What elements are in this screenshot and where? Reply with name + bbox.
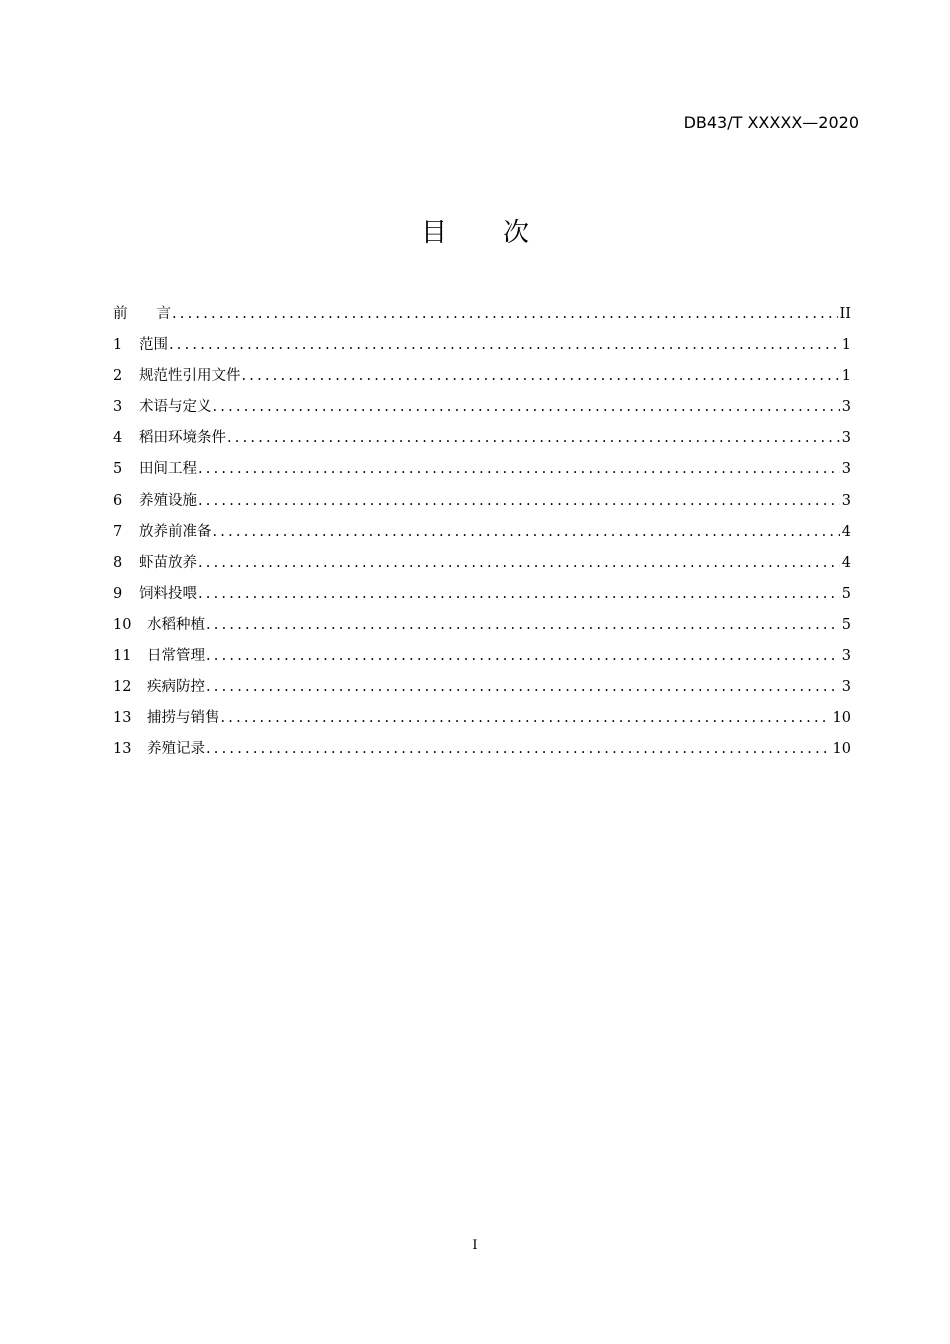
toc-entry[interactable] (113, 706, 851, 737)
toc-entry-number: 13 (113, 710, 132, 727)
toc-entry-page: 10 (832, 710, 851, 727)
toc-entry-page: 3 (841, 430, 851, 447)
toc-entry[interactable] (113, 582, 851, 613)
toc-entry[interactable] (113, 551, 851, 582)
dot-leader (206, 679, 840, 695)
toc-entry[interactable] (113, 675, 851, 706)
toc-entry-page: II (839, 306, 851, 322)
toc-entry[interactable] (113, 520, 851, 551)
dot-leader (242, 368, 840, 384)
toc-entry-title: 稻田环境条件 (139, 430, 226, 447)
toc-entry-title: 范围 (139, 337, 168, 354)
toc-entry-title: 术语与定义 (139, 399, 212, 416)
toc-entry[interactable] (113, 737, 851, 768)
toc-entry[interactable] (113, 333, 851, 364)
toc-entry-title: 疾病防控 (147, 679, 205, 696)
toc-entry-title: 捕捞与销售 (147, 710, 220, 727)
document-code: DB43/T XXXXX—2020 (683, 113, 859, 132)
toc-entry-title: 日常管理 (147, 648, 205, 665)
dot-leader (198, 586, 840, 602)
dot-leader (206, 741, 831, 757)
toc-entry-page: 1 (841, 368, 851, 385)
toc-entry-title: 前 言 (113, 306, 171, 322)
toc-entry-title: 饲料投喂 (139, 585, 197, 602)
dot-leader (213, 524, 840, 540)
page-title (0, 212, 950, 249)
table-of-contents (113, 302, 851, 768)
toc-entry-number: 9 (113, 585, 123, 602)
toc-entry[interactable] (113, 426, 851, 457)
dot-leader (172, 306, 838, 322)
toc-entry-title: 水稻种植 (147, 616, 205, 633)
title-char: 目 (420, 218, 447, 248)
toc-entry-page: 10 (832, 741, 851, 758)
toc-entry-title: 放养前准备 (139, 523, 212, 540)
dot-leader (213, 399, 840, 415)
toc-entry[interactable] (113, 489, 851, 520)
toc-entry-page: 4 (841, 523, 851, 540)
toc-entry-page: 3 (841, 648, 851, 665)
toc-entry-number: 3 (113, 399, 123, 416)
toc-entry-page: 1 (841, 337, 851, 354)
title-char: 次 (503, 218, 530, 248)
toc-entry[interactable] (113, 364, 851, 395)
toc-entry-number: 13 (113, 741, 132, 758)
dot-leader (227, 430, 840, 446)
toc-entry-number: 10 (113, 616, 132, 633)
toc-entry-page: 3 (841, 492, 851, 509)
toc-entry-title: 规范性引用文件 (139, 368, 241, 385)
toc-entry-number: 8 (113, 554, 123, 571)
toc-entry-number: 4 (113, 430, 123, 447)
toc-entry-title: 田间工程 (139, 461, 197, 478)
page-number: I (472, 1238, 478, 1253)
toc-entry-number: 6 (113, 492, 123, 509)
toc-entry-number: 11 (113, 648, 132, 665)
toc-entry-number: 12 (113, 679, 132, 696)
toc-entry[interactable] (113, 644, 851, 675)
toc-entry-number: 5 (113, 461, 123, 478)
toc-entry-number: 7 (113, 523, 123, 540)
toc-entry-page: 3 (841, 679, 851, 696)
dot-leader (206, 648, 840, 664)
toc-entry-title: 养殖记录 (147, 741, 205, 758)
dot-leader (198, 555, 840, 571)
dot-leader (206, 617, 840, 633)
toc-entry[interactable] (113, 395, 851, 426)
toc-entry-number: 1 (113, 337, 123, 354)
toc-entry-page: 4 (841, 554, 851, 571)
toc-entry-page: 3 (841, 399, 851, 416)
toc-entry-page: 5 (841, 585, 851, 602)
toc-entry[interactable] (113, 302, 851, 333)
dot-leader (198, 493, 840, 509)
toc-entry[interactable] (113, 613, 851, 644)
toc-entry-title: 养殖设施 (139, 492, 197, 509)
toc-entry-page: 3 (841, 461, 851, 478)
dot-leader (198, 461, 840, 477)
dot-leader (169, 337, 840, 353)
toc-entry-title: 虾苗放养 (139, 554, 197, 571)
toc-entry[interactable] (113, 457, 851, 488)
dot-leader (221, 710, 831, 726)
toc-entry-page: 5 (841, 616, 851, 633)
toc-entry-number: 2 (113, 368, 123, 385)
